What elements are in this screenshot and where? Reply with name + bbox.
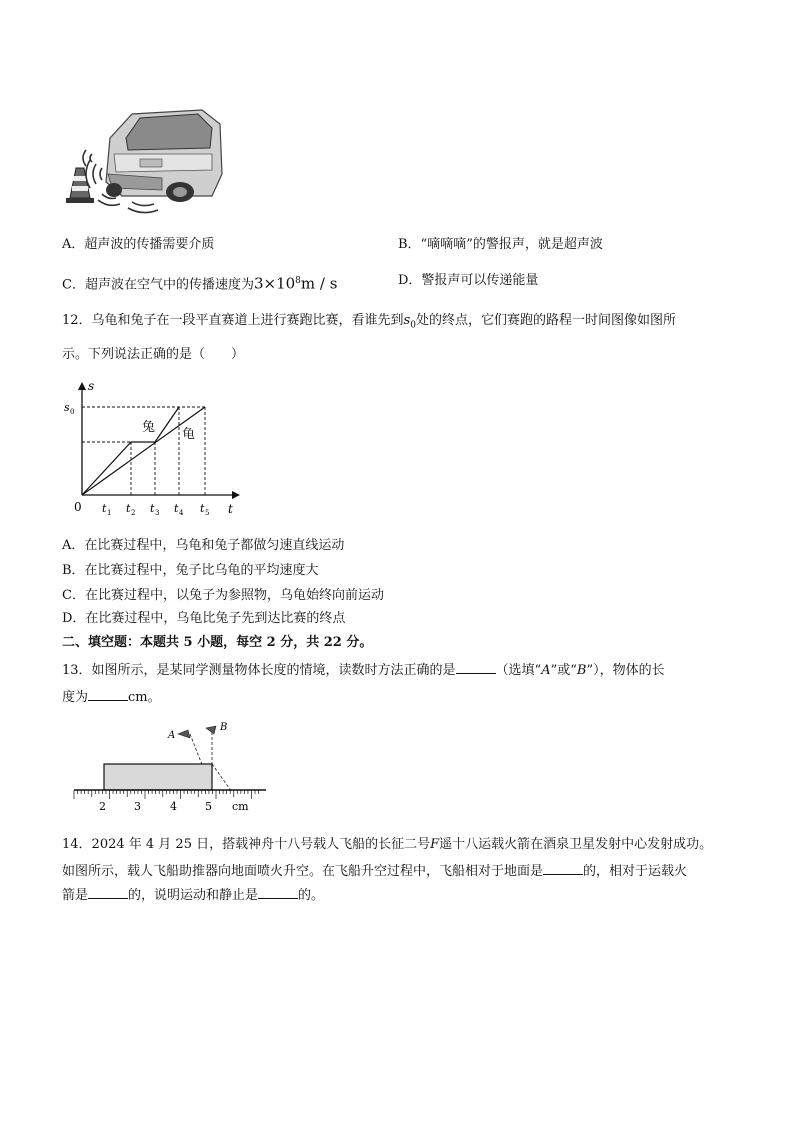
q11-option-b: B．“嘀嘀嘀”的警报声，就是超声波 [398, 237, 603, 252]
ruler-label-3: 3 [134, 800, 141, 813]
q12-option-d: D．在比赛过程中，乌龟比兔子先到达比赛的终点 [62, 611, 346, 626]
graph-x-tick-t3: t [150, 502, 155, 515]
graph-y-axis-label: s [88, 380, 95, 393]
q13-text-f: cm。 [128, 690, 161, 705]
graph-x-tick-t5-sub: 5 [205, 509, 210, 517]
q12-stem-line2: 示。下列说法正确的是（ ） [62, 347, 245, 362]
ruler-unit: cm [232, 800, 249, 813]
graph-x-tick-t5: t [200, 502, 205, 515]
q14-text-b: 遥十八运载火箭在酒泉卫星发射中心发射成功。 [439, 837, 713, 852]
q12-stem-line1 [62, 312, 676, 335]
q13-text-d: ”），物体的长 [586, 663, 665, 678]
q13-blank-1[interactable] [456, 661, 496, 674]
q13-text-c: ”或“ [550, 663, 577, 678]
q14-stem-line1 [62, 836, 712, 854]
rabbit-line [82, 407, 179, 495]
q13-text-a: 13．如图所示，是某同学测量物体长度的情境，读数时方法正确的是 [62, 663, 456, 678]
q12-stem-text-a: 12．乌龟和兔子在一段平直赛道上进行赛跑比赛，看谁先到 [62, 313, 404, 328]
q14-blank-1[interactable] [543, 862, 583, 875]
q14-text-g: 的。 [298, 888, 325, 903]
ruler-label-5: 5 [205, 800, 212, 813]
ruler-label-2: 2 [99, 800, 106, 813]
q11-option-c-exponent: 8 [295, 276, 301, 286]
q11-option-c-value: 3×10 [253, 274, 296, 293]
q12-stem-symbol: s [403, 313, 411, 328]
eye-a-label: A [168, 730, 176, 741]
graph-x-axis-label: t [228, 502, 233, 516]
q13-stem-line2 [62, 688, 161, 707]
ruler-label-4: 4 [170, 800, 177, 813]
q13-text-e: 度为 [62, 690, 89, 705]
car-parking-sensor-illustration [62, 104, 232, 216]
graph-x-tick-t1-sub: 1 [107, 509, 112, 517]
q12-option-c: C．在比赛过程中，以兔子为参照物，乌龟始终向前运动 [62, 588, 384, 603]
graph-x-tick-t2-sub: 2 [131, 509, 136, 517]
graph-x-arrow [232, 491, 240, 499]
graph-label-rabbit: 兔 [142, 420, 156, 435]
q14-text-c: 如图所示，载人飞船助推器向地面喷火升空。在飞船升空过程中，飞船相对于地面是 [62, 864, 544, 879]
eye-b-label: B [220, 722, 228, 733]
section-2-heading: 二、填空题：本题共 5 小题，每空 2 分，共 22 分。 [62, 635, 373, 650]
q13-text-b: （选填“ [495, 663, 542, 678]
q14-text-f2: 的，说明运动和静止是 [128, 888, 259, 903]
q12-option-b: B．在比赛过程中，兔子比乌龟的平均速度大 [62, 563, 319, 578]
q14-text-f: F [430, 837, 440, 852]
graph-x-tick-t4-sub: 4 [179, 509, 184, 517]
graph-y-arrow [78, 382, 86, 390]
q12-stem-text-b: 处的终点，它们赛跑的路程一时间图像如图所 [415, 313, 676, 328]
q14-blank-2[interactable] [88, 886, 128, 899]
q13-option-a-label: A [541, 663, 551, 678]
q14-stem-line2 [62, 862, 687, 881]
q14-text-d: 的，相对于运载火 [583, 864, 688, 879]
q13-blank-2[interactable] [88, 688, 128, 701]
eye-b-icon [206, 726, 216, 734]
eye-a-icon [178, 730, 190, 738]
q11-option-d: D．警报声可以传递能量 [398, 273, 539, 288]
q11-option-a: A．超声波的传播需要介质 [62, 237, 215, 252]
q14-text-e: 箭是 [62, 888, 89, 903]
q14-stem-line3 [62, 886, 324, 905]
graph-origin: 0 [74, 500, 82, 514]
graph-y-tick-s0-sub: 0 [70, 408, 75, 416]
q14-text-a: 14．2024 年 4 月 25 日，搭载神舟十八号载人飞船的长征二号 [62, 837, 431, 852]
q12-distance-time-graph [60, 380, 250, 520]
graph-x-tick-t2: t [126, 502, 131, 515]
q14-blank-3[interactable] [258, 886, 298, 899]
q11-option-c-unit: m / s [300, 274, 338, 293]
q13-option-b-label: B [576, 663, 587, 678]
q12-stem-symbol-sub: 0 [410, 320, 416, 331]
q13-stem-line1 [62, 661, 665, 680]
q12-option-a: A．在比赛过程中，乌龟和兔子都做匀速直线运动 [62, 538, 345, 553]
q11-option-c-text: C．超声波在空气中的传播速度为 [62, 277, 254, 293]
graph-y-tick-s0: s [64, 401, 70, 414]
measured-object [104, 764, 212, 790]
q11-option-c [62, 272, 337, 294]
graph-x-tick-t4: t [174, 502, 179, 515]
graph-x-tick-t3-sub: 3 [155, 509, 160, 517]
graph-label-turtle: 龟 [182, 427, 196, 442]
graph-x-tick-t1: t [102, 502, 107, 515]
q13-ruler-figure [70, 722, 270, 822]
